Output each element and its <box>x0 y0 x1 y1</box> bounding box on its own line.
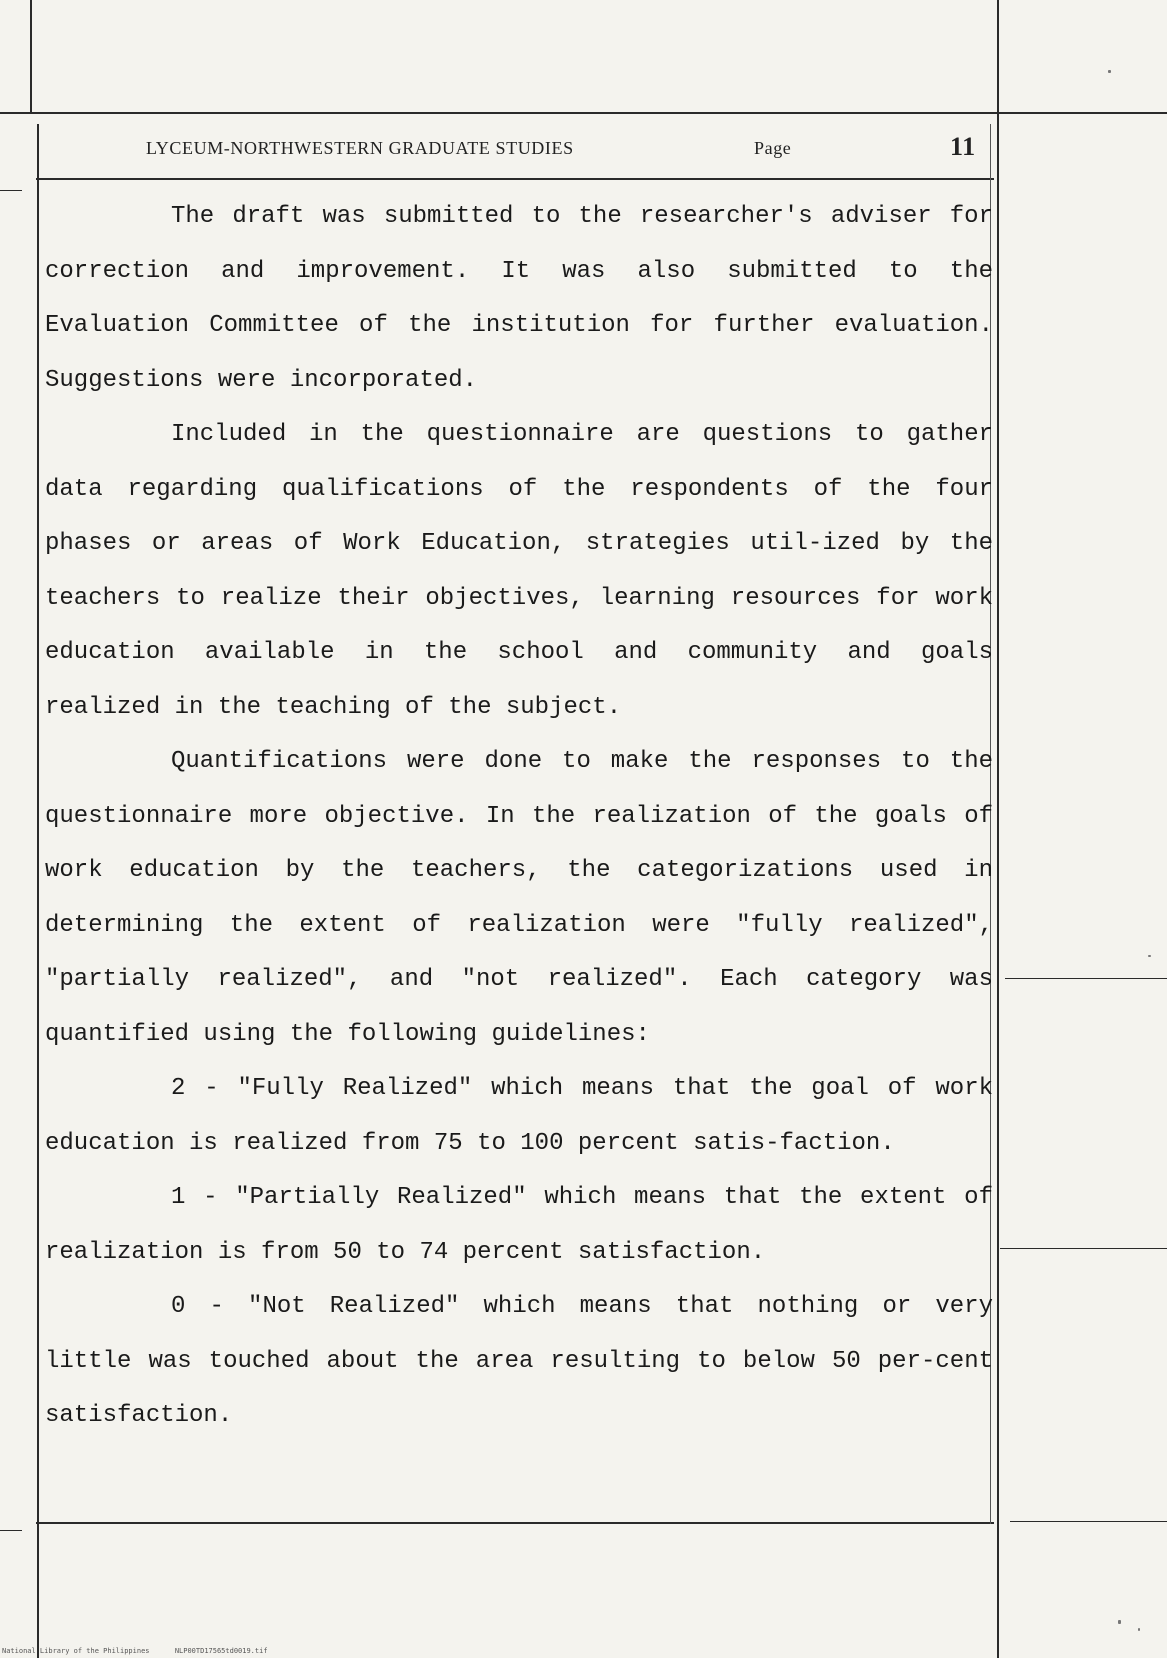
scan-speck <box>1148 955 1151 957</box>
right-tab-line <box>1005 978 1167 979</box>
page-header <box>0 128 1000 168</box>
page-number: 11 <box>950 132 976 161</box>
left-tab-line <box>0 190 22 191</box>
document-body <box>45 190 993 1444</box>
guideline-not-realized: 0 - "Not Realized" which means that nothing or very little was touched about the area resulting to below 50 per-cent satisfaction. <box>45 1293 993 1429</box>
header-rule <box>36 178 994 180</box>
footer-file: NLP00TD17565td0019.tif <box>174 1647 268 1655</box>
page-label: Page <box>754 138 792 158</box>
top-frame-line <box>0 112 1167 114</box>
paragraph-questionnaire-contents: Included in the questionnaire are questions to gather data regarding qualifications of the respondents of the four phases or areas of Work Education, strategies util-ized by the teachers to realize their objectives, learning resources for work education available in the school and community and goals realized in the teaching of the subject. <box>45 421 993 721</box>
right-tab-line-2 <box>1000 1248 1167 1249</box>
scan-footer <box>2 1647 268 1655</box>
institution-name: LYCEUM-NORTHWESTERN GRADUATE STUDIES <box>146 138 574 158</box>
right-tab-line-3 <box>1010 1521 1167 1522</box>
scan-speck <box>1118 1620 1121 1624</box>
right-page-edge <box>997 0 999 1658</box>
paragraph-quantification: Quantifications were done to make the responses to the questionnaire more objective. In the realization of the goals of work education by the teachers, the categorizations used in determining the extent of realization were "fully realized", "partially realized", and "not realized". Each category was quantified using the following guidelines: <box>45 748 993 1048</box>
guideline-fully-realized: 2 - "Fully Realized" which means that the goal of work education is realized from 75 to 100 percent satis-faction. <box>45 1075 993 1157</box>
left-tab-line-2 <box>0 1530 22 1531</box>
paragraph-draft-submission: The draft was submitted to the researcher's adviser for correction and improvement. It was also submitted to the Evaluation Committee of the institution for further evaluation. Suggestions were incorporated. <box>45 203 993 394</box>
bottom-rule <box>36 1522 994 1524</box>
left-margin-line <box>30 0 32 112</box>
footer-source: National Library of the Philippines <box>2 1647 150 1655</box>
left-page-edge <box>37 124 39 1658</box>
scan-speck <box>1138 1628 1140 1631</box>
guideline-partially-realized: 1 - "Partially Realized" which means that the extent of realization is from 50 to 74 percent satisfaction. <box>45 1184 993 1266</box>
scan-speck <box>1108 70 1111 73</box>
